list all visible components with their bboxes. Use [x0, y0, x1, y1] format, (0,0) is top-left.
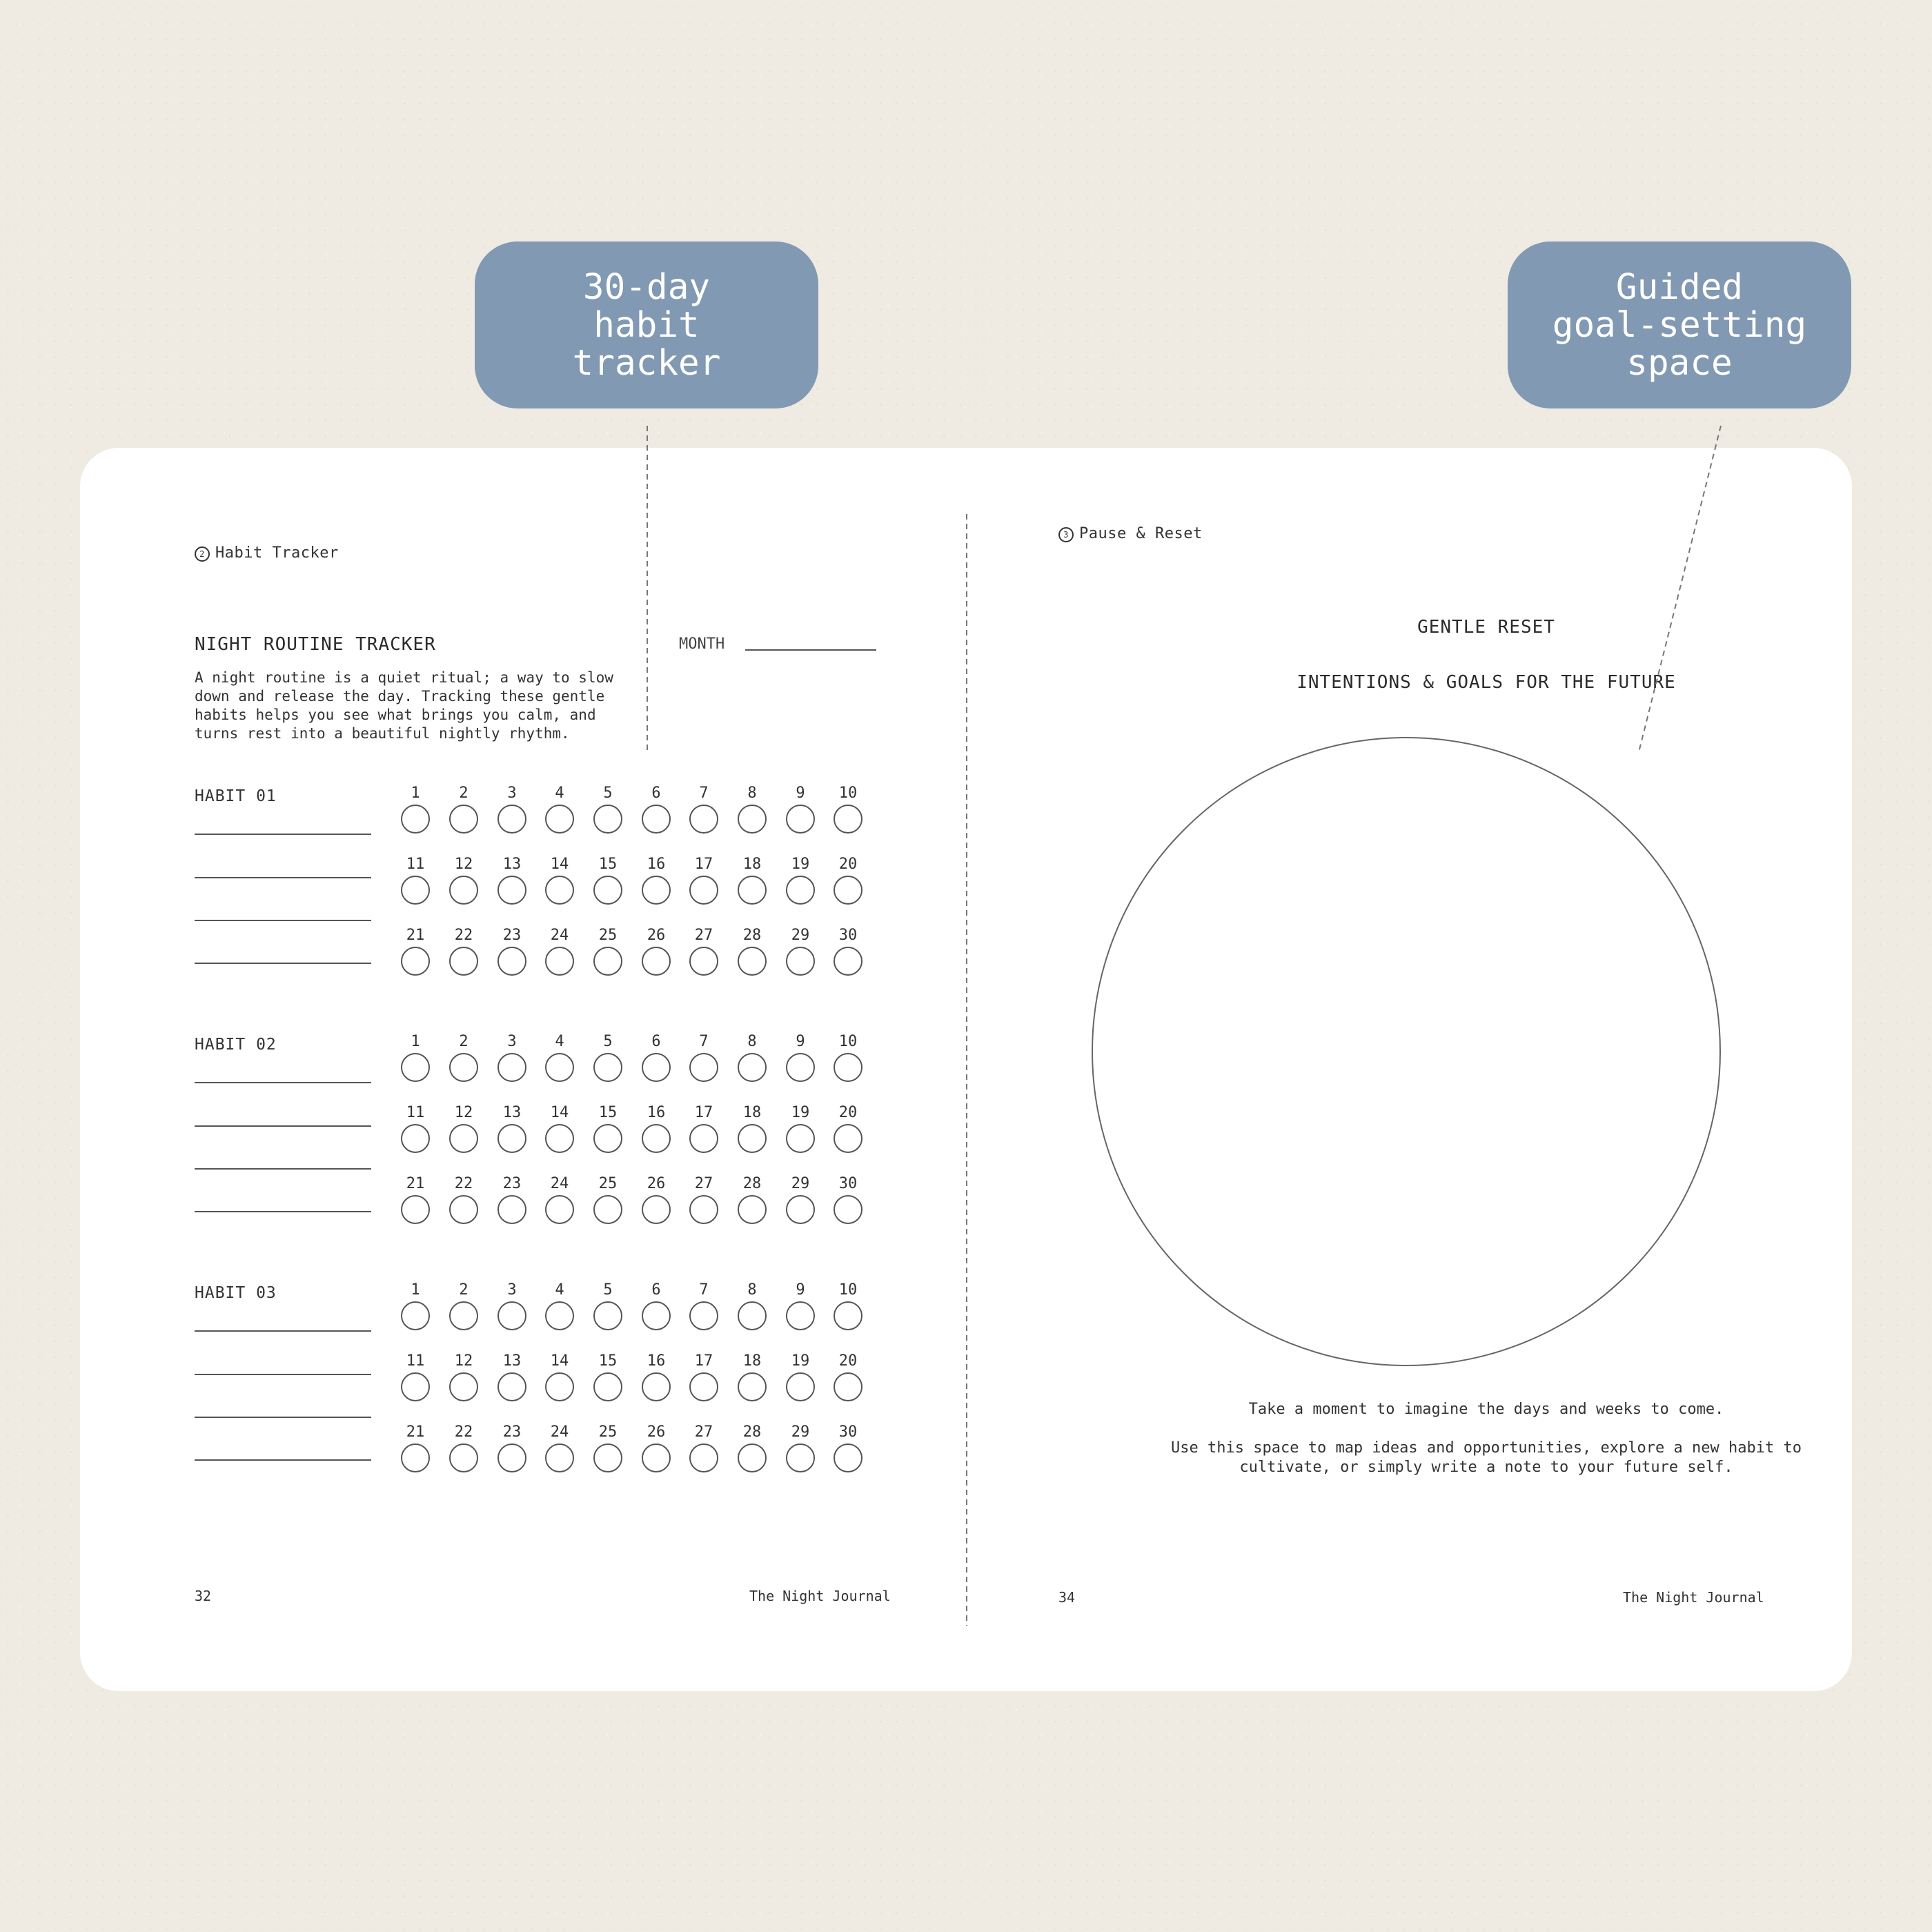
day-number: 21	[406, 1423, 425, 1441]
day-number: 19	[791, 1352, 810, 1370]
day-number: 16	[647, 1352, 666, 1370]
day-number: 4	[555, 785, 564, 802]
day-number: 2	[459, 1033, 469, 1050]
day-number: 22	[454, 1175, 473, 1192]
day-number: 10	[838, 1281, 858, 1299]
subheading-text: INTENTIONS & GOALS FOR THE FUTURE	[1297, 672, 1676, 693]
day-number: 20	[838, 1104, 858, 1121]
day-number: 23	[502, 927, 522, 944]
day-number: 7	[699, 1281, 709, 1299]
day-number: 28	[742, 1175, 762, 1192]
section-label-text: Pause & Reset	[1079, 525, 1203, 542]
day-number: 12	[454, 1352, 473, 1370]
callout-goal-setting: Guided goal-setting space	[1508, 241, 1851, 408]
day-number: 15	[598, 1352, 618, 1370]
intro-paragraph: A night routine is a quiet ritual; a way to slow down and release the day. Tracking these gentle habits helps you see what brings you calm, and turns rest into a beautiful nightly rhythm.	[195, 669, 613, 742]
day-number: 13	[502, 1352, 522, 1370]
day-number: 5	[603, 785, 613, 802]
day-number: 11	[406, 1352, 425, 1370]
page-number-left: 32	[195, 1588, 212, 1604]
habit-label: HABIT 03	[195, 1284, 277, 1302]
day-number: 22	[454, 927, 473, 944]
day-number: 26	[647, 1175, 666, 1192]
day-number: 8	[747, 785, 757, 802]
day-number: 21	[406, 927, 425, 944]
page-number-right: 34	[1058, 1589, 1076, 1606]
day-number: 10	[838, 1033, 858, 1050]
day-number: 28	[742, 1423, 762, 1441]
day-number: 20	[838, 1352, 858, 1370]
callout-habit-tracker: 30-day habit tracker	[475, 241, 818, 408]
day-number: 14	[550, 1104, 569, 1121]
day-number: 20	[838, 856, 858, 873]
day-number: 24	[550, 927, 569, 944]
section-number-icon: 2	[195, 546, 210, 562]
day-number: 19	[791, 1104, 810, 1121]
day-number: 27	[694, 927, 713, 944]
day-number: 29	[791, 927, 810, 944]
day-number: 26	[647, 927, 666, 944]
caption-map-ideas: Use this space to map ideas and opportunities, explore a new habit to cultivate, or simply write a note to your future self.	[1171, 1439, 1802, 1476]
day-number: 25	[598, 1175, 618, 1192]
day-number: 15	[598, 856, 618, 873]
day-number: 12	[454, 1104, 473, 1121]
heading-text: GENTLE RESET	[1417, 617, 1555, 638]
day-number: 17	[694, 1104, 713, 1121]
day-number: 3	[507, 1281, 517, 1299]
day-number: 8	[747, 1033, 757, 1050]
day-number: 2	[459, 785, 469, 802]
caption-imagine: Take a moment to imagine the days and weeks to come.	[1248, 1401, 1724, 1418]
day-number: 14	[550, 1352, 569, 1370]
callout-pointer-right	[1639, 426, 1721, 752]
day-number: 16	[647, 1104, 666, 1121]
day-number: 10	[838, 785, 858, 802]
day-number: 26	[647, 1423, 666, 1441]
day-number: 11	[406, 1104, 425, 1121]
day-number: 27	[694, 1175, 713, 1192]
day-number: 25	[598, 927, 618, 944]
day-number: 24	[550, 1423, 569, 1441]
day-number: 18	[742, 856, 762, 873]
day-number: 7	[699, 785, 709, 802]
day-number: 6	[651, 1281, 661, 1299]
day-number: 24	[550, 1175, 569, 1192]
day-number: 13	[502, 1104, 522, 1121]
day-number: 18	[742, 1104, 762, 1121]
day-number: 28	[742, 927, 762, 944]
day-number: 19	[791, 856, 810, 873]
day-number: 30	[838, 1175, 858, 1192]
day-number: 30	[838, 927, 858, 944]
day-number: 4	[555, 1033, 564, 1050]
footer-title-left: The Night Journal	[749, 1588, 891, 1604]
day-number: 25	[598, 1423, 618, 1441]
day-number: 12	[454, 856, 473, 873]
day-number: 6	[651, 1033, 661, 1050]
day-number: 3	[507, 785, 517, 802]
day-number: 29	[791, 1423, 810, 1441]
habit-label: HABIT 01	[195, 787, 277, 805]
day-number: 17	[694, 856, 713, 873]
day-number: 4	[555, 1281, 564, 1299]
month-label: MONTH	[679, 635, 725, 653]
day-number: 1	[411, 1281, 420, 1299]
section-label-text: Habit Tracker	[215, 544, 339, 562]
day-number: 2	[459, 1281, 469, 1299]
day-number: 8	[747, 1281, 757, 1299]
day-number: 1	[411, 785, 420, 802]
day-number: 29	[791, 1175, 810, 1192]
day-number: 14	[550, 856, 569, 873]
day-number: 16	[647, 856, 666, 873]
day-number: 1	[411, 1033, 420, 1050]
day-number: 5	[603, 1281, 613, 1299]
day-number: 3	[507, 1033, 517, 1050]
day-number: 13	[502, 856, 522, 873]
day-number: 9	[796, 785, 805, 802]
day-number: 23	[502, 1175, 522, 1192]
footer-title-right: The Night Journal	[1623, 1589, 1764, 1606]
day-number: 9	[796, 1281, 805, 1299]
day-number: 17	[694, 1352, 713, 1370]
day-number: 9	[796, 1033, 805, 1050]
section-number-icon: 3	[1058, 527, 1074, 542]
day-number: 15	[598, 1104, 618, 1121]
habit-label: HABIT 02	[195, 1036, 277, 1054]
day-number: 27	[694, 1423, 713, 1441]
day-number: 18	[742, 1352, 762, 1370]
day-number: 21	[406, 1175, 425, 1192]
day-number: 23	[502, 1423, 522, 1441]
day-number: 7	[699, 1033, 709, 1050]
day-number: 11	[406, 856, 425, 873]
page-title-left: NIGHT ROUTINE TRACKER	[195, 634, 436, 655]
day-number: 6	[651, 785, 661, 802]
day-number: 5	[603, 1033, 613, 1050]
day-number: 30	[838, 1423, 858, 1441]
day-number: 22	[454, 1423, 473, 1441]
